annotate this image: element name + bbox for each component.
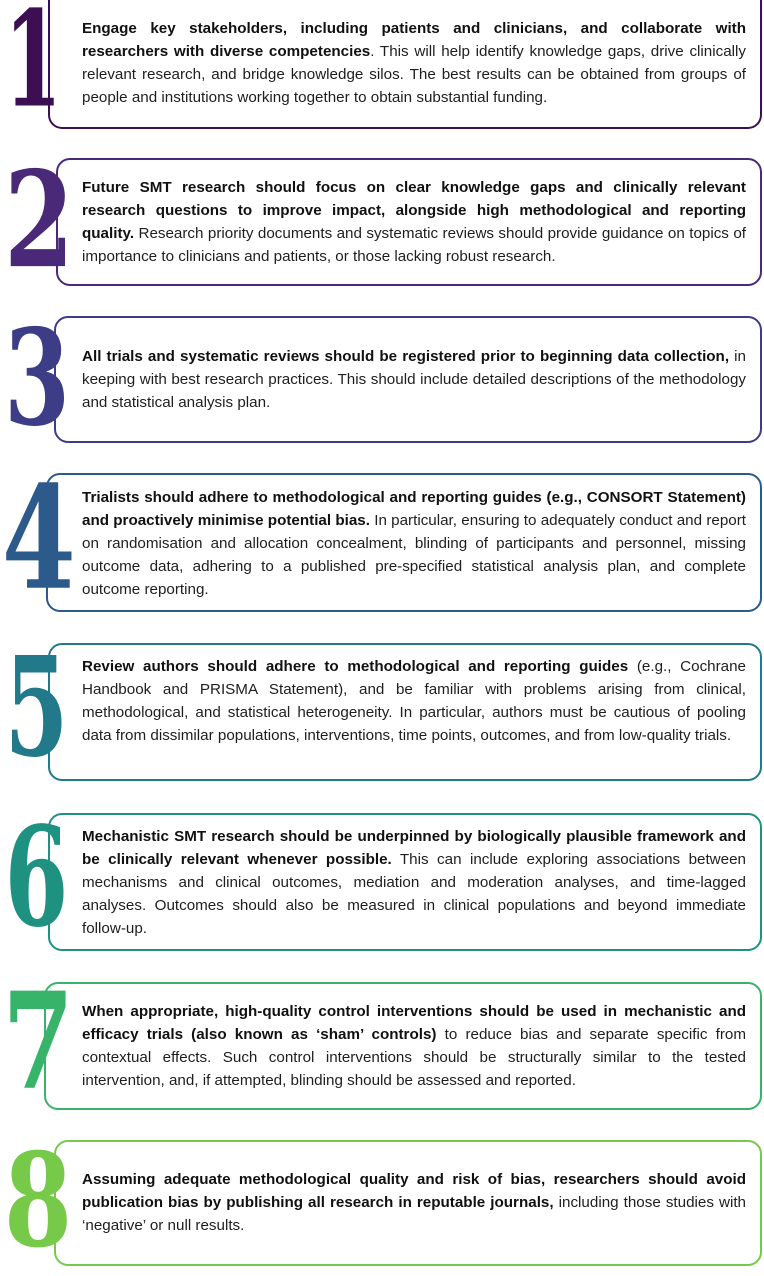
recommendation-rest-8: including those studies with ‘negative’ or null results. [82, 1194, 746, 1234]
recommendation-bold-4: Trialists should adhere to methodological and reporting guides (e.g., CONSORT Statement) and proactively minimise potential bias. [82, 489, 746, 529]
recommendation-bold-8: Assuming adequate methodological quality and risk of bias, researchers should avoid publication bias by publishing all research in reputable journals, [82, 1171, 746, 1211]
recommendation-number-1: 1 [3, 0, 63, 138]
recommendation-number-2: 2 [3, 141, 75, 298]
recommendation-number-8: 8 [4, 1123, 73, 1276]
recommendation-number-6: 6 [4, 795, 69, 958]
recommendation-number-7: 7 [2, 964, 74, 1121]
recommendation-rest-2: Research priority documents and systematic reviews should provide guidance on topics of importance to clinicians and patients, or those lacking robust research. [82, 225, 746, 265]
recommendation-rest-5: (e.g., Cochrane Handbook and PRISMA Statement), and be familiar with problems arising from clinical, methodological, and statistical heterogeneity. In particular, authors must be cautious of pooling data from dissimilar populations, interventions, time points, outcomes, and from low-quality trials. [82, 658, 747, 744]
recommendation-bold-3: All trials and systematic reviews should be registered prior to beginning data collection, [82, 348, 730, 365]
recommendation-bold-6: Mechanistic SMT research should be underpinned by biologically plausible framework and be clinically relevant whenever possible. [82, 828, 746, 868]
recommendation-rest-3: in keeping with best research practices. This should include detailed descriptions of the methodology and statistical analysis plan. [82, 348, 746, 411]
recommendation-text-5 [82, 655, 746, 747]
recommendation-text-3 [82, 345, 746, 414]
recommendation-number-5: 5 [4, 625, 69, 788]
recommendation-text-4 [82, 486, 746, 601]
recommendation-number-4: 4 [2, 454, 77, 622]
recommendation-bold-1: Engage key stakeholders, including patients and clinicians, and collaborate with researchers with diverse competencies [82, 20, 746, 60]
recommendation-bold-7: When appropriate, high-quality control interventions should be used in mechanistic and efficacy trials (also known as ‘sham’ controls) [82, 1003, 746, 1043]
recommendation-rest-1: . This will help identify knowledge gaps, drive clinically relevant research, and bridge knowledge silos. The best results can be obtained from groups of people and institutions working together to obtain substantial funding. [82, 43, 746, 106]
recommendation-bold-2: Future SMT research should focus on clear knowledge gaps and clinically relevant research questions to improve impact, alongside high methodological and reporting quality. [82, 179, 746, 242]
recommendation-text-7 [82, 1000, 746, 1092]
recommendation-text-2 [82, 176, 746, 268]
recommendation-rest-7: to reduce bias and separate specific from contextual effects. Such control interventions should be structurally similar to the tested intervention, and, if attempted, blinding should be assessed and reported. [82, 1026, 746, 1089]
recommendation-rest-4: In particular, ensuring to adequately conduct and report on randomisation and allocation concealment, blinding of participants and personnel, missing outcome data, adhering to a published pre-specified statistical analysis plan, and complete outcome reporting. [82, 512, 746, 598]
recommendation-bold-5: Review authors should adhere to methodological and reporting guides [82, 658, 629, 675]
recommendation-text-6 [82, 825, 746, 940]
recommendation-number-3: 3 [3, 299, 71, 456]
recommendation-text-1 [82, 17, 746, 109]
recommendation-rest-6: This can include exploring associations between mechanisms and clinical outcomes, mediation and moderation analyses, and time-lagged analyses. Outcomes should also be measured in clinical populations and beyond immediate follow-up. [82, 851, 746, 937]
recommendation-text-8 [82, 1168, 746, 1237]
